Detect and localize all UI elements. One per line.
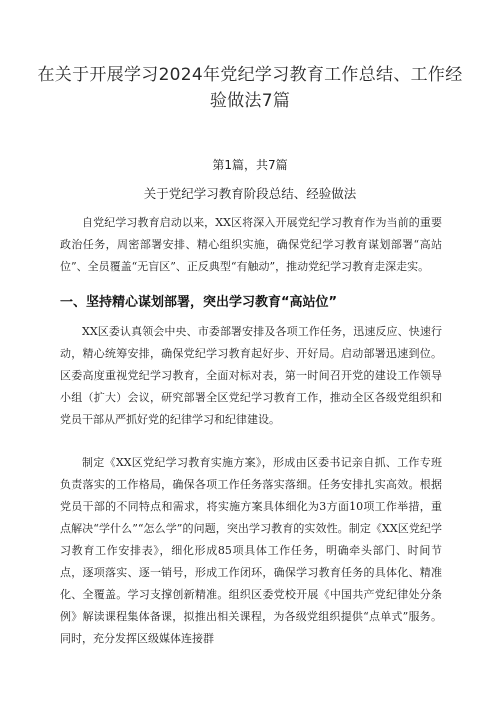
section1-paragraph-2: 制定《XX区党纪学习教育实施方案》，形成由区委书记亲自抓、工作专班负责落实的工作格局，确保各项工作任务落实落细。任务安排扎实高效。根据党员干部的不同特点和需求，将实施方案具体细化为3方面10项工作举措，重点解决“学什么”“怎么学”的问题，突出学习教育的实效性。制定《XX区党纪学习教育工作安排表》，细化形成85项具体工作任务，明确牵头部门、时间节点，逐项落实、逐一销号，形成工作闭环，确保学习教育任务的具体化、精准化、全覆盖。学习支撑创新精准。组织区委党校开展《中国共产党纪律处分条例》解读课程集体备课，拟推出相关课程，为各级党组织提供“点单式”服务。同时，充分发挥区级媒体连接群: [60, 456, 442, 645]
part-label: 第1篇，共7篇: [212, 158, 288, 172]
section-heading-1: 一、坚持精心谋划部署，突出学习教育“高站位”: [60, 295, 338, 310]
intro-paragraph: 自党纪学习教育启动以来，XX区将深入开展党纪学习教育作为当前的重要政治任务，周密部署安排、精心组织实施，确保党纪学习教育谋划部署“高站位”、全员覆盖“无盲区”、正反典型“有触动”，推动党纪学习教育走深走实。: [60, 216, 442, 273]
section1-paragraph-1: XX区委认真领会中央、市委部署安排及各项工作任务，迅速反应、快速行动，精心统筹安排，确保党纪学习教育起好步、开好局。启动部署迅速到位。区委高度重视党纪学习教育，全面对标对表，第一时间召开党的建设工作领导小组（扩大）会议，研究部署全区党纪学习教育工作，推动全区各级党组织和党员干部从严抓好党的纪律学习和纪律建设。: [60, 325, 442, 426]
document-title: 在关于开展学习2024年党纪学习教育工作总结、工作经验做法7篇: [37, 65, 463, 111]
article-subtitle: 关于党纪学习教育阶段总结、经验做法: [143, 186, 357, 201]
